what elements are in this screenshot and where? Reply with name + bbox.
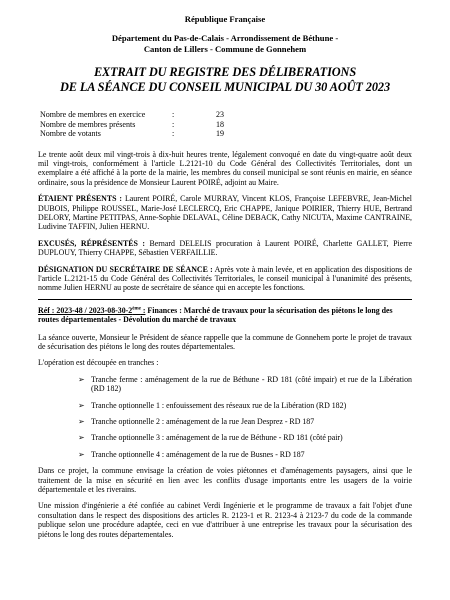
members-count-table [40, 110, 224, 139]
tranche-text: Tranche optionnelle 4 : aménagement de la rue de Busnes - RD 187 [91, 449, 305, 459]
count-row [40, 110, 224, 120]
count-label: Nombre de membres en exercice [40, 110, 146, 119]
count-label: Nombre de votants [40, 129, 101, 138]
tranche-text: Tranche optionnelle 3 : aménagement de la rue de Béthune - RD 181 (côté pair) [91, 433, 343, 443]
list-item [78, 450, 412, 459]
departement-line-1: Département du Pas-de-Calais - Arrondissement de Béthune - [111, 33, 339, 43]
reference-code-end: : [140, 305, 146, 315]
reference-code-sup: ème [132, 306, 141, 312]
presents-label: ÉTAIENT PRÉSENTS : [38, 194, 123, 204]
section-divider [38, 299, 412, 300]
intro-paragraph: Le trente août deux mil vingt-trois à dix-huit heures trente, légalement convoqué en date du vingt-quatre août deux mil vingt-trois, conformément à l'article L.2121-10 du Code Général des Collectivités Territoriales, dont un exemplaire a été affiché à la porte de la mairie, les membres du conseil municipal se sont réunis en mairie, en séance ordinaire, sous la présidence de Monsieur Laurent POIRÉ, adjoint au Maire. [38, 149, 412, 187]
count-separator: : [172, 110, 175, 119]
excuses-label: EXCUSÉS, RÉPRÉSENTÉS : [38, 238, 146, 248]
count-row [40, 129, 224, 139]
list-item [78, 375, 412, 394]
body-paragraph-3: Dans ce projet, la commune envisage la création de voies piétonnes et d'aménagements paysagers, ainsi que le traitement de la mise en sécurité en lien avec les conflits d'usage importants entre les usagers de la voirie départementale et les riverains. [38, 466, 412, 495]
secretaire-paragraph [38, 265, 412, 293]
reference-title: Finances : Marché de travaux pour la sécurisation des piétons le long des routes départementales - Dévolution du marché de travaux [38, 305, 393, 325]
departement-heading [38, 33, 412, 55]
list-item [78, 401, 412, 410]
excuses-paragraph [38, 239, 412, 258]
body-paragraph-4: Une mission d'ingénierie a été confiée au cabinet Verdi Ingénierie et le programme de travaux a fait l'objet d'une consultation dans le respect des dispositions des articles R. 2123-1 et R. 2123-4 à 2123-7 du code de la commande publique selon une procédure adaptée, ceci en vue d'attribuer à une entreprise les travaux pour la sécurisation des piétons le long des routes départementales. [38, 501, 412, 539]
reference-code [38, 306, 145, 315]
count-value: 23 [216, 110, 224, 119]
arrow-bullet-icon: ➢ [78, 417, 85, 427]
arrow-bullet-icon: ➢ [78, 400, 85, 410]
deliberation-reference [38, 306, 412, 325]
extrait-title-line-2: DE LA SÉANCE DU CONSEIL MUNICIPAL DU 30 AOÛT 2023 [59, 80, 390, 94]
count-value: 18 [216, 119, 224, 129]
body-paragraph-2: L'opération est découpée en tranches : [38, 358, 159, 368]
tranche-text: Tranche optionnelle 2 : aménagement de la rue Jean Desprez - RD 187 [91, 417, 315, 427]
presents-paragraph [38, 194, 412, 232]
count-separator: : [172, 129, 175, 138]
departement-line-2: Canton de Lillers - Commune de Gonnehem [143, 44, 307, 54]
secretaire-label: DÉSIGNATION DU SECRÉTAIRE DE SÉANCE : [38, 264, 213, 274]
count-value: 19 [216, 129, 224, 138]
tranche-text: Tranche ferme : aménagement de la rue de Béthune - RD 181 (côté impair) et rue de la Libération (RD 182) [91, 374, 412, 394]
count-label: Nombre de membres présents [40, 119, 136, 129]
excuses-text: Bernard DELELIS procuration à Laurent POIRÉ, Charlette GALLET, Pierre DUPLOUY, Thierry CHAPPE, Sébastien VERFAILLIE. [38, 238, 413, 258]
count-row [40, 120, 224, 130]
extrait-title-line-1: EXTRAIT DU REGISTRE DES DÉLIBERATIONS [93, 65, 357, 79]
tranche-text: Tranche optionnelle 1 : enfouissement des réseaux rue de la Libération (RD 182) [91, 400, 347, 410]
secretaire-text: Après vote à main levée, et en application des dispositions de l'article L.2121-15 du Code Général des Collectivités Territoriales, le conseil municipal à l'unanimité des présents, nomme Julien HERNU au poste de secrétaire de séance qui en accepte les fonctions. [38, 264, 412, 293]
list-item [78, 417, 412, 426]
tranches-list [38, 375, 412, 459]
extrait-title [38, 65, 412, 95]
count-separator: : [172, 119, 175, 129]
body-paragraph-1: La séance ouverte, Monsieur le Président de séance rappelle que la commune de Gonnehem porte le projet de travaux de sécurisation des piétons le long des routes départementales. [38, 332, 412, 351]
arrow-bullet-icon: ➢ [78, 433, 85, 443]
arrow-bullet-icon: ➢ [78, 374, 85, 384]
list-item [78, 433, 412, 442]
arrow-bullet-icon: ➢ [78, 449, 85, 459]
presents-text: Laurent POIRÉ, Carole MURRAY, Vincent KLOS, Françoise LEFEBVRE, Jean-Michel DUBOIS, Philippe ROUSSEL, Marie-José LECLERCQ, Eric CHAPPE, Janique POIRIER, Thierry HUE, Bertrand DELORY, Martine PETITPAS, Anne-Sophie DELAVAL, Céline DEBACK, Cathy NICUTA, Maxime CANTRAINE, Ludivine TAFFIN, Julien HERNU. [38, 194, 412, 232]
republique-heading: République Française [184, 14, 266, 24]
reference-code-main: Réf : 2023-48 / 2023-08-30-2 [38, 305, 133, 315]
